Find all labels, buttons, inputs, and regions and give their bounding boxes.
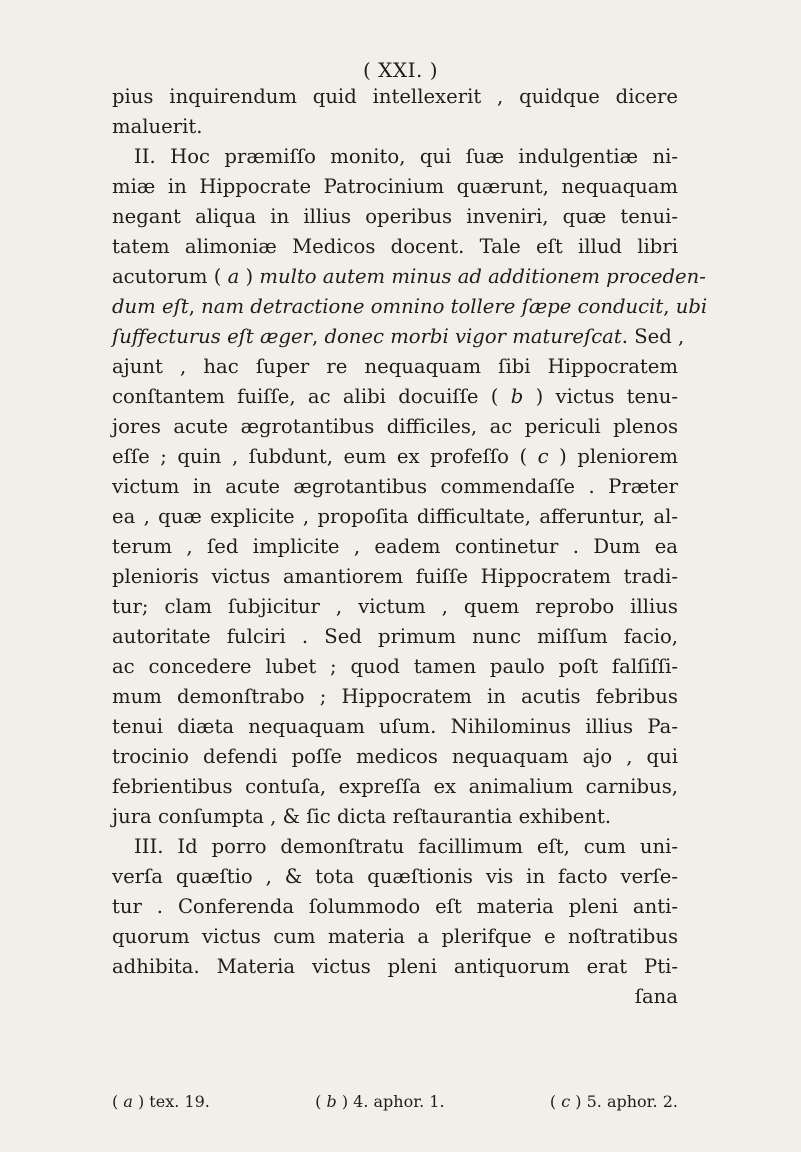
- italic-segment: donec morbi vigor matureſcat: [324, 325, 622, 348]
- text-line: [112, 532, 678, 562]
- text-line: [112, 202, 678, 232]
- text-segment: terum , ſed implicite , eadem continetur . Dum ea: [112, 535, 678, 558]
- text-segment: III. Id porro demonſtratu facillimum eſt, cum uni-: [134, 835, 678, 858]
- text-line: [112, 232, 678, 262]
- footnote-mark: a: [123, 1092, 133, 1111]
- text-line: [112, 742, 678, 772]
- italic-segment: ubi: [675, 295, 708, 318]
- text-line: [112, 472, 678, 502]
- text-segment: verſa quæſtio , & tota quæſtionis vis in facto verſe-: [112, 865, 678, 888]
- text-segment: eſſe ; quin , ſubdunt, eum ex profeſſo (: [112, 445, 538, 468]
- italic-segment: a: [227, 265, 240, 288]
- text-segment: conſtantem fuiſſe, ac alibi docuiſſe (: [112, 385, 511, 408]
- text-line: [112, 982, 678, 1012]
- text-line: [112, 382, 678, 412]
- text-segment: quorum victus cum materia a plerifque e noſtratibus: [112, 925, 678, 948]
- text-segment: mum demonſtrabo ; Hippocratem in acutis febribus: [112, 685, 678, 708]
- italic-segment: b: [510, 385, 524, 408]
- text-line: [112, 352, 678, 382]
- text-segment: ,: [188, 295, 202, 318]
- body-text: [112, 82, 708, 1012]
- text-segment: tur . Conferenda ſolummodo eſt materia pleni anti-: [112, 895, 678, 918]
- footnote-mark: c: [561, 1092, 571, 1111]
- text-segment: pius inquirendum quid intellexerit , quidque dicere: [112, 85, 678, 108]
- footnote: [550, 1092, 678, 1111]
- italic-segment: multo autem minus ad additionem proceden-: [259, 265, 706, 288]
- text-segment: ac concedere lubet ; quod tamen paulo poſt falſiſſi-: [112, 655, 678, 678]
- text-segment: ajunt , hac ſuper re nequaquam ſibi Hippocratem: [112, 355, 678, 378]
- text-segment: victum in acute ægrotantibus commendaſſe . Præter: [112, 475, 678, 498]
- footnote-mark: b: [326, 1092, 337, 1111]
- footnote: [112, 1092, 210, 1111]
- text-line: [112, 562, 678, 592]
- footnote-bracket: (: [112, 1092, 124, 1111]
- italic-segment: c: [537, 445, 549, 468]
- text-segment: miæ in Hippocrate Patrocinium quærunt, nequaquam: [112, 175, 678, 198]
- text-segment: plenioris victus amantiorem fuiſſe Hippocratem tradi-: [112, 565, 678, 588]
- text-line: [112, 592, 678, 622]
- text-line: [112, 622, 678, 652]
- text-segment: maluerit.: [112, 115, 203, 138]
- text-segment: ): [239, 265, 260, 288]
- footnote-text: ) tex. 19.: [132, 1092, 210, 1111]
- text-line: [112, 682, 678, 712]
- text-segment: ) pleniorem: [548, 445, 678, 468]
- text-segment: jura conſumpta , & ſic dicta reſtaurantia exhibent.: [112, 805, 612, 828]
- text-line: [112, 652, 678, 682]
- text-line: [112, 922, 678, 952]
- text-segment: II. Hoc præmiſſo monito, qui ſuæ indulgentiæ ni-: [134, 145, 678, 168]
- text-segment: ,: [311, 325, 325, 348]
- text-line: [112, 412, 678, 442]
- footnotes: [112, 1092, 678, 1111]
- text-segment: . Sed ,: [621, 325, 685, 348]
- text-segment: autoritate fulciri . Sed primum nunc miſſum facio,: [112, 625, 678, 648]
- text-line: [112, 862, 678, 892]
- page-number: ( XXI. ): [362, 58, 439, 82]
- text-segment: tatem alimoniæ Medicos docent. Tale eſt illud libri: [112, 235, 678, 258]
- text-segment: trocinio defendi poſſe medicos nequaquam ajo , qui: [112, 745, 678, 768]
- text-line: [112, 892, 678, 922]
- text-line: [112, 112, 678, 142]
- text-segment: ,: [663, 295, 676, 318]
- text-segment: tur; clam ſubjicitur , victum , quem reprobo illius: [112, 595, 678, 618]
- footnote-bracket: (: [549, 1092, 562, 1111]
- text-line: [112, 952, 678, 982]
- text-line: [112, 142, 678, 172]
- text-line: [112, 172, 678, 202]
- text-line: [112, 322, 685, 352]
- text-segment: febrientibus contuſa, expreſſa ex animalium carnibus,: [112, 775, 678, 798]
- text-line: [112, 82, 678, 112]
- text-line: [112, 262, 706, 292]
- italic-segment: ſuffecturus eſt æger: [112, 325, 312, 348]
- text-line: [112, 712, 678, 742]
- footnote: [315, 1092, 444, 1111]
- text-line: [112, 832, 678, 862]
- text-segment: jores acute ægrotantibus difficiles, ac periculi plenos: [112, 415, 678, 438]
- text-segment: ea , quæ explicite , propoſita difficultate, afferuntur, al-: [112, 505, 678, 528]
- text-line: [112, 502, 678, 532]
- footnote-bracket: (: [315, 1092, 327, 1111]
- text-line: [112, 772, 678, 802]
- text-segment: negant aliqua in illius operibus inveniri, quæ tenui-: [112, 205, 678, 228]
- italic-segment: dum eſt: [112, 295, 189, 318]
- text-segment: tenui diæta nequaquam uſum. Nihilominus illius Pa-: [112, 715, 678, 738]
- text-segment: acutorum (: [112, 265, 228, 288]
- text-segment: ſana: [634, 985, 678, 1008]
- text-segment: ) victus tenu-: [523, 385, 678, 408]
- footnote-text: ) 4. aphor. 1.: [336, 1092, 445, 1111]
- italic-segment: nam detractione omnino tollere ſæpe conducit: [201, 295, 664, 318]
- text-segment: adhibita. Materia victus pleni antiquorum erat Pti-: [112, 955, 678, 978]
- text-line: [112, 292, 708, 322]
- text-line: [112, 802, 678, 832]
- text-line: [112, 442, 678, 472]
- footnote-text: ) 5. aphor. 2.: [570, 1092, 678, 1111]
